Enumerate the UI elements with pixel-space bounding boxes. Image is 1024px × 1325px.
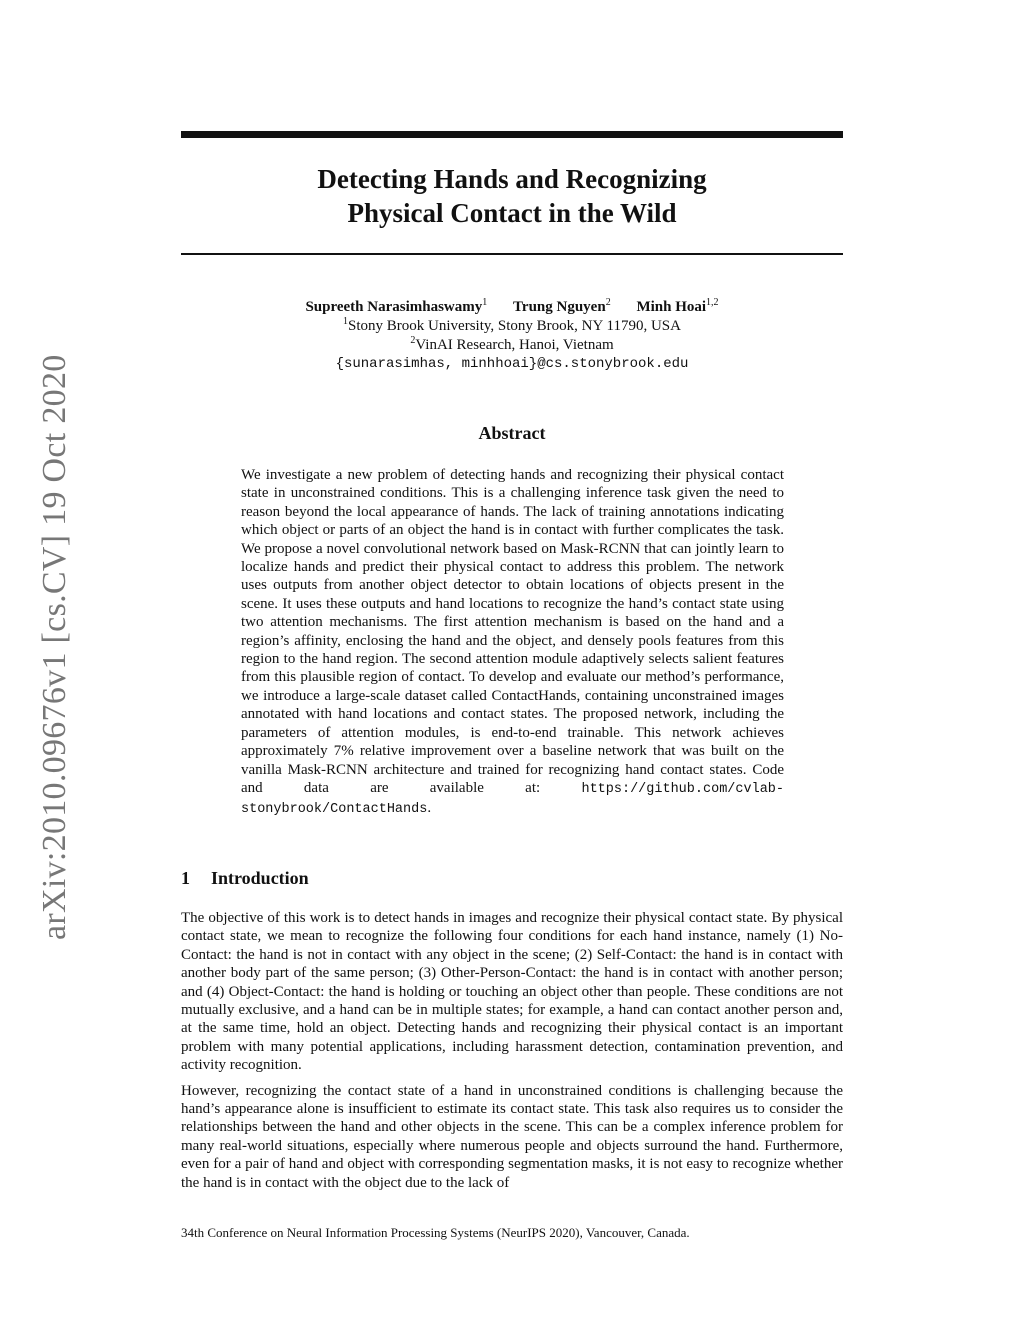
section-number: 1 [181, 868, 190, 888]
abstract-body [241, 466, 784, 820]
paragraph: The objective of this work is to detect hands in images and recognize their physical contact state. By physical contact state, we mean to recognize the following four conditions for each hand instance, namely (1) No-Contact: the hand is not in contact with any object in the scene; (2) Self-Contact: the hand is in contact with another body part of the same person; (3) Other-Person-Contact: the hand is in contact with another person; and (4) Object-Contact: the hand is holding or touching an object other than people. These conditions are not mutually exclusive, and a hand can be in multiple states; for example, a hand can contact another person and, at the same time, hold an object. Detecting hands and recognizing their physical contact is an important problem with many potential applications, including harassment detection, contamination prevention, and activity recognition. [181, 910, 843, 1074]
section-title: Introduction [211, 868, 309, 888]
abstract-url-suffix: . [427, 800, 432, 817]
paper-title [181, 162, 843, 230]
affiliation-line [181, 317, 843, 336]
title-bottom-rule [181, 253, 843, 255]
author-names [181, 298, 843, 317]
author-affiliation-mark: 1 [482, 297, 488, 308]
author-block [181, 298, 843, 374]
title-line-2: Physical Contact in the Wild [347, 198, 677, 228]
affiliation-text: VinAI Research, Hanoi, Vietnam [415, 337, 614, 353]
arxiv-stamp: arXiv:2010.09676v1 [cs.CV] 19 Oct 2020 [36, 354, 73, 940]
introduction-body [181, 909, 843, 1199]
author-affiliation-mark: 2 [605, 297, 611, 308]
paragraph: However, recognizing the contact state of a hand in unconstrained conditions is challenging because the hand’s appearance alone is insufficient to estimate its contact state. This task also requires us to consider the relationships between the hand and other objects in the scene. This can be a complex inference problem for many real-world situations, especially where numerous people and objects surround the hand. Furthermore, even for a pair of hand and object with corresponding segmentation masks, it is not easy to recognize whether the hand is in contact with the object due to the lack of [181, 1082, 843, 1191]
section-heading [181, 868, 309, 889]
abstract-text: We investigate a new problem of detecting hands and recognizing their physical contact state in unconstrained conditions. This is a challenging inference task given the need to reason beyond the local appearance of hands. The lack of training annotations indicating which object or parts of an object the hand is in contact with further complicates the task. We propose a novel convolutional network based on Mask-RCNN that can jointly learn to localize hands and predict their physical contact to address this problem. The network uses outputs from another object detector to obtain locations of objects present in the scene. It uses these outputs and hand locations to recognize the hand’s contact state using two attention mechanisms. The first attention mechanism is based on the hand and a region’s affinity, enclosing the hand and the object, and densely pools features from this region to the hand region. The second attention module adaptively selects salient features from this plausible region of contact. To develop and evaluate our method’s performance, we introduce a large-scale dataset called ContactHands, containing unconstrained images annotated with hand locations and contact states. The proposed network, including the parameters of attention modules, is end-to-end trainable. This network achieves approximately 7% relative improvement over a baseline network that was built on the vanilla Mask-RCNN architecture and trained for recognizing hand contact states. Code and data are available at: [241, 467, 784, 796]
title-top-rule [181, 131, 843, 138]
abstract-heading: Abstract [478, 423, 546, 443]
affiliation-line [181, 336, 843, 355]
conference-footnote: 34th Conference on Neural Information Processing Systems (NeurIPS 2020), Vancouver, Canada. [181, 1225, 690, 1240]
affiliation-mark: 1 [343, 316, 349, 327]
title-line-1: Detecting Hands and Recognizing [317, 164, 707, 194]
code-link[interactable]: https://github.com/cvlab-stonybrook/ContactHands [241, 781, 785, 818]
author-name: Trung Nguyen [513, 299, 606, 315]
author-email: {sunarasimhas, minhhoai}@cs.stonybrook.edu [335, 356, 689, 372]
affiliation-mark: 2 [410, 335, 416, 346]
affiliation-text: Stony Brook University, Stony Brook, NY 11790, USA [348, 318, 681, 334]
author-affiliation-mark: 1,2 [706, 297, 719, 308]
author-name: Minh Hoai [636, 299, 707, 315]
author-name: Supreeth Narasimhaswamy [305, 299, 483, 315]
